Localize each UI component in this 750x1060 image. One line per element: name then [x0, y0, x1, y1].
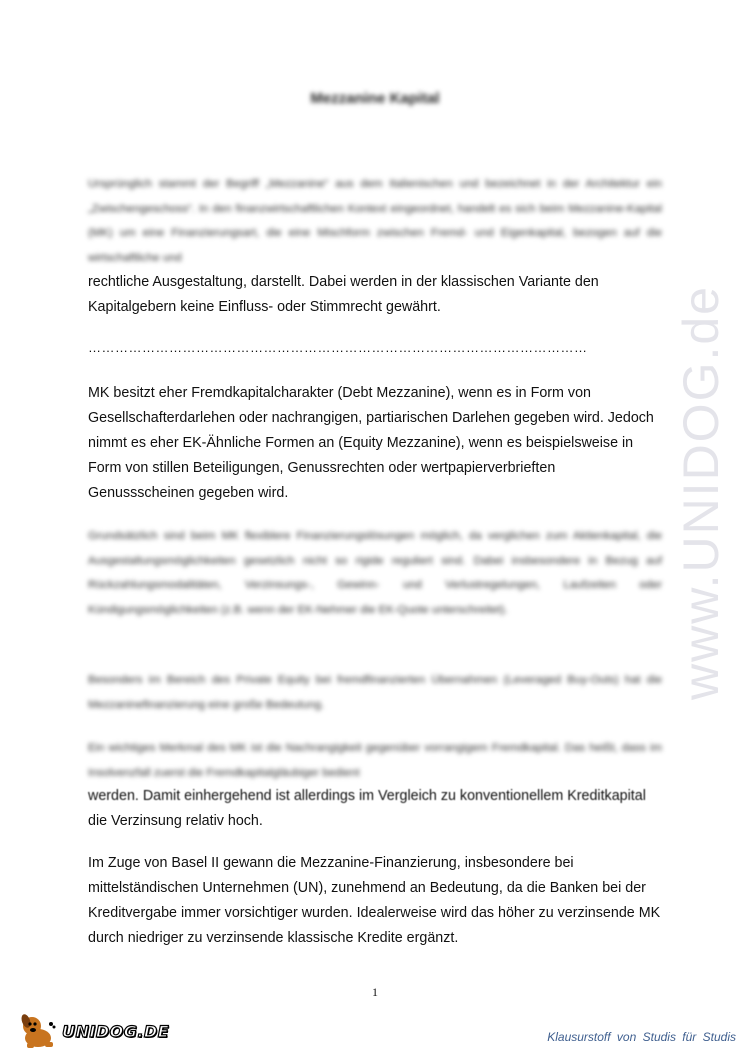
paragraph-basel: Im Zuge von Basel II gewann die Mezzanine-Finanzierung, insbesondere bei mittelständischen Unternehmen (UN), zunehmend an Bedeutung, da die Banken bei der Kreditvergabe immer vorsichtiger wurden. Idealerweise wird das höher zu verzinsende MK durch niedriger zu verzinsende klassische Kredite ergänzt. — [88, 855, 661, 946]
watermark: www.UNIDOG.de — [673, 285, 729, 700]
paragraph-debt-equity: MK besitzt eher Fremdkapitalcharakter (Debt Mezzanine), wenn es in Form von Gesellschafterdarlehen oder nachrangigen, partiarischen Darlehen gegeben wird. Jedoch nimmt es eher EK-Ähnliche Formen an (Equity Mezzanine), wenn es beispielsweise in Form von stillen Beteiligungen, Genussrechten oder wertpapierverbrieften Genussscheinen gegeben wird. — [88, 385, 654, 501]
dog-icon — [18, 1012, 58, 1050]
page-number: 1 — [372, 985, 378, 999]
paragraph-intro-visible: rechtliche Ausgestaltung, darstellt. Dabei werden in der klassischen Variante den Kapitalgebern keine Einfluss- oder Stimmrecht gewährt. — [88, 274, 599, 315]
paragraph-intro-blurred: Ursprünglich stammt der Begriff „Mezzanine“ aus dem Italienischen und bezeichnet in der Architektur ein „Zwischengeschoss“. In den finanzwirtschaftlichen Kontext eingeordnet, handelt es sich beim Mezzanine-Kapital (MK) um eine Finanzierungsart, die eine Mischform zwischen Fremd- und Eigenkapital, bezogen auf die wirtschaftliche und — [88, 178, 662, 264]
paragraph-private-equity-blurred: Besonders im Bereich des Private Equity bei fremdfinanzierten Übernahmen (Leveraged Buy-Outs) hat die Mezzaninefinanzierung eine große Bedeutung. — [88, 674, 662, 711]
dotted-separator: ………………………………………………………………………………………………… — [88, 340, 588, 355]
paragraph-subordination-blurred: Ein wichtiges Merkmal des MK ist die Nachrangigkeit gegenüber vorrangigem Fremdkapital. Das heißt, dass im Insolvenzfall zuerst die Fremdkapitalgläubiger bedient — [88, 742, 662, 779]
logo-text: UNIDOG.DE — [62, 1021, 170, 1041]
paragraph-subordination-line1: werden. Damit einhergehend ist allerdings im Vergleich zu konventionellem Kreditkapital — [88, 788, 646, 804]
unidog-logo — [18, 1012, 169, 1050]
paragraph-subordination-line2: die Verzinsung relativ hoch. — [88, 813, 263, 829]
document-title: Mezzanine Kapital — [310, 90, 440, 107]
paragraph-flexibility-blurred: Grundsätzlich sind beim MK flexiblere Finanzierungslösungen möglich, da verglichen zum Aktienkapital, die Ausgestaltungsmöglichkeiten gesetzlich nicht so rigide reguliert sind. Dabei insbesondere in Bezug auf Rückzahlungsmodalitäten, Verzinsungs-, Gewinn- und Verlustregelungen, Laufzeiten oder Kündigungsmöglichkeiten (z.B. wenn der EK-Nehmer die EK-Quote unterschreitet). — [88, 530, 662, 616]
footer-slogan: Klausurstoff von Studis für Studis — [547, 1030, 736, 1044]
